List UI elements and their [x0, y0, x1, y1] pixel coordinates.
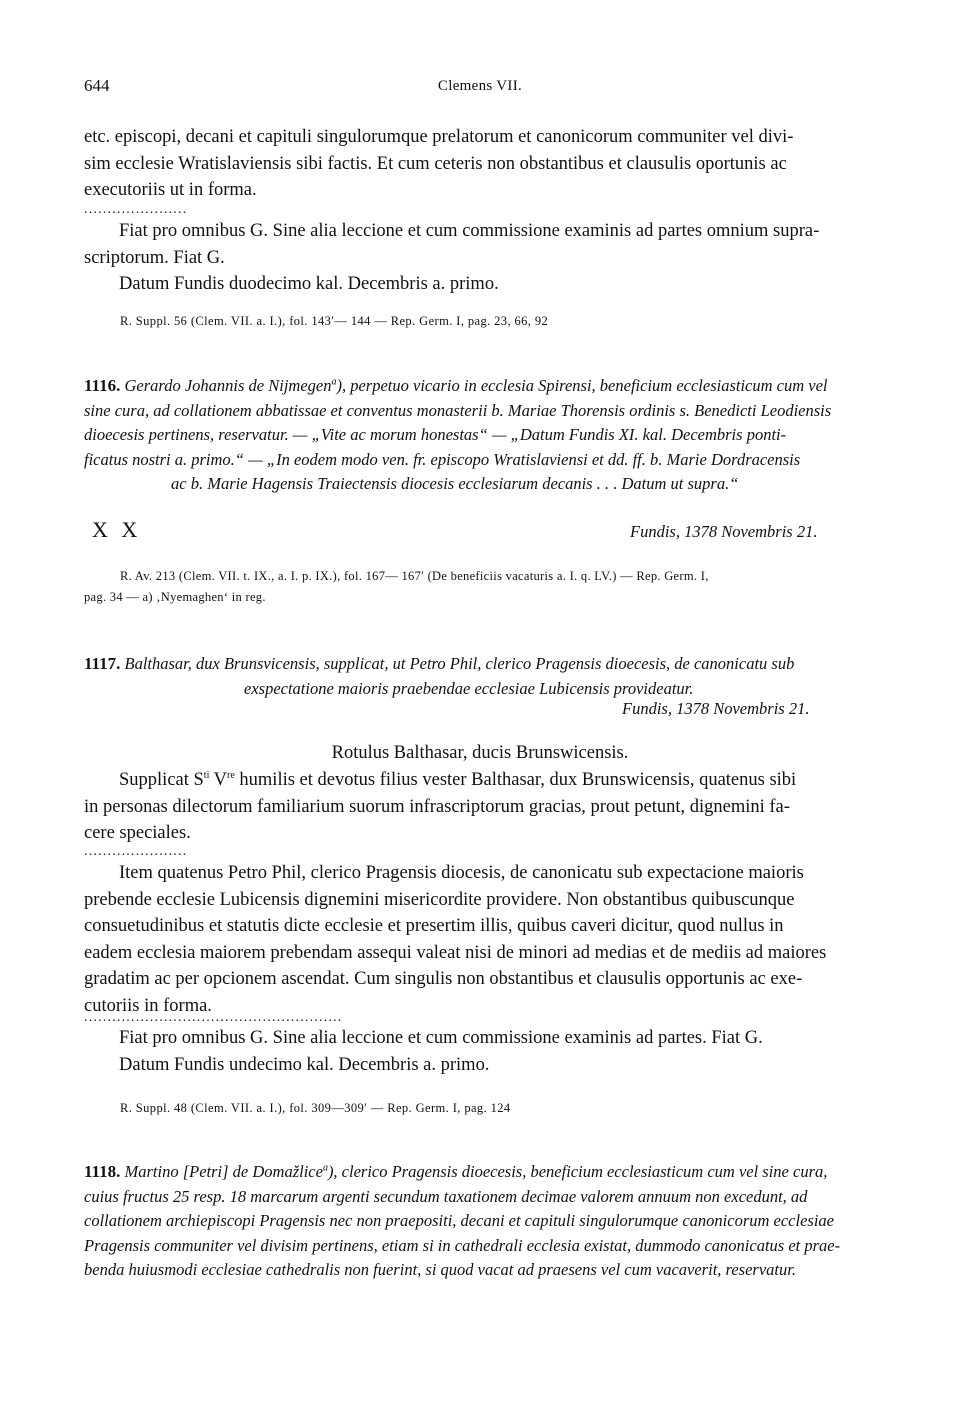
entry-line: benda huiusmodi ecclesiae cathedralis non fuerint, si quod vacat ad praesens vel cum vacaverit, reservatur. — [84, 1260, 796, 1279]
text-line: Fiat pro omnibus G. Sine alia leccione et cum commissione examinis ad partes. Fiat G. — [119, 1028, 763, 1048]
rotulus-title: Rotulus Balthasar, ducis Brunswicensis. — [331, 743, 629, 763]
text-line — [84, 767, 870, 794]
entry-number: 1118. — [84, 1162, 121, 1181]
entry-line: exspectatione maioris praebendae ecclesiae Lubicensis provideatur. — [244, 678, 694, 698]
entry-text: ), clerico Pragensis dioecesis, beneficium ecclesiasticum cum vel sine cura, — [327, 1162, 828, 1181]
entry-line: Pragensis communiter vel divisim pertinens, etiam si in cathedrali ecclesia existat, dummodo canonicatus et prae- — [84, 1235, 841, 1255]
entry-text: Balthasar, dux Brunsvicensis, supplicat, ut Petro Phil, clerico Pragensis dioecesis, de canonicatu sub — [124, 654, 795, 673]
signature-mark: X X — [92, 517, 142, 542]
place-date: Fundis, 1378 Novembris 21. — [630, 522, 818, 541]
ellipsis-divider: ...................... — [84, 202, 188, 217]
entry-line — [84, 374, 870, 399]
entry-line: cuius fructus 25 resp. 18 marcarum argenti secundum taxationem decimae valorem annuum non excedunt, ad — [84, 1186, 808, 1206]
entry-line: dioecesis pertinens, reservatur. — „Vite ac morum honestas“ — „Datum Fundis XI. kal. Decembris ponti- — [84, 425, 787, 444]
supplication-paragraph — [84, 767, 870, 847]
fiat-paragraph — [84, 218, 870, 298]
entry-1117 — [84, 652, 870, 701]
text-line: Fiat pro omnibus G. Sine alia leccione et cum commissione examinis ad partes omnium supra- — [119, 221, 820, 241]
continuation-paragraph — [84, 124, 870, 204]
reference-line: R. Av. 213 (Clem. VII. t. IX., a. I. p. IX.), fol. 167— 167′ (De beneficiis vacaturis a. I. q. LV.) — Rep. Germ. I, — [120, 569, 709, 583]
reference-line: pag. 34 — a) ‚Nyemaghen‘ in reg. — [84, 590, 266, 604]
footnote-marker: a — [322, 1162, 328, 1174]
entry-number: 1116. — [84, 376, 121, 395]
entry-line: ficatus nostri a. primo.“ — „In eodem modo ven. fr. episcopo Wratislaviensi et dd. ff. b. Marie Dordracensis — [84, 449, 801, 469]
text-line: eadem ecclesia maiorem prebendam assequi valeat nisi de minori ad medias et de mediis ad maiores — [84, 942, 827, 963]
text-line: scriptorum. Fiat G. — [84, 247, 225, 268]
text-line: etc. episcopi, decani et capituli singulorumque prelatorum et canonicorum communiter vel divi- — [84, 127, 794, 147]
entry-number: 1117. — [84, 654, 121, 673]
entry-line: collationem archiepiscopi Pragensis nec non praepositi, decani et capituli singulorumque canonicorum ecclesiae — [84, 1211, 834, 1230]
text-line: executoriis ut in forma. — [84, 180, 257, 200]
entry-line: ac b. Marie Hagensis Traiectensis diocesis ecclesiarum decanis . . . Datum ut supra.“ — [171, 474, 739, 493]
entry-text: ), perpetuo vicario in ecclesia Spirensi, beneficium ecclesiasticum cum vel — [336, 376, 828, 395]
text-segment: Supplicat S — [119, 770, 204, 790]
footnote-marker: a — [331, 376, 337, 388]
fiat-paragraph — [84, 1025, 870, 1078]
text-line: cutoriis in forma. — [84, 995, 212, 1016]
page-header — [0, 72, 960, 102]
entry-text: Gerardo Johannis de Nijmegen — [124, 376, 332, 395]
entry-1116 — [84, 374, 870, 497]
item-paragraph — [84, 860, 870, 1019]
text-line: Item quatenus Petro Phil, clerico Pragensis diocesis, de canonicatu sub expectacione maioris — [119, 863, 804, 883]
text-line: sim ecclesie Wratislaviensis sibi factis. Et cum ceteris non obstantibus et clausulis oportunis ac — [84, 153, 787, 174]
entry-text: Martino [Petri] de Domažlice — [124, 1162, 323, 1181]
text-line: consuetudinibus et statutis dicte ecclesie et presertim illis, quibus caveri dicitur, quod nullus in — [84, 916, 784, 936]
entry-line — [84, 1160, 870, 1185]
entry-line: sine cura, ad collationem abbatissae et conventus monasterii b. Mariae Thorensis ordinis s. Benedicti Leodiensis — [84, 400, 832, 420]
text-segment: V — [209, 770, 228, 790]
ellipsis-divider: ....................................................... — [84, 1010, 343, 1025]
text-line: gradatim ac per opcionem ascendat. Cum singulis non obstantibus et clausulis opportunis ac exe- — [84, 969, 803, 989]
text-line: Datum Fundis duodecimo kal. Decembris a. primo. — [119, 274, 499, 294]
superscript: re — [227, 769, 235, 781]
reference-line: R. Suppl. 48 (Clem. VII. a. I.), fol. 309—309′ — Rep. Germ. I, pag. 124 — [120, 1101, 511, 1115]
text-line: in personas dilectorum familiarium suorum infrascriptorum gracias, prout petunt, dignemini fa- — [84, 796, 790, 817]
text-line: cere speciales. — [84, 823, 191, 843]
place-date: Fundis, 1378 Novembris 21. — [622, 699, 810, 718]
entry-1118 — [84, 1160, 870, 1283]
running-title: Clemens VII. — [437, 78, 523, 94]
reference-line: R. Suppl. 56 (Clem. VII. a. I.), fol. 143′— 144 — Rep. Germ. I, pag. 23, 66, 92 — [120, 314, 549, 328]
page-number: 644 — [84, 76, 110, 95]
reference-block — [84, 566, 870, 608]
entry-line — [84, 652, 870, 677]
text-line: Datum Fundis undecimo kal. Decembris a. primo. — [119, 1054, 490, 1075]
text-segment: humilis et devotus filius vester Balthasar, dux Brunswicensis, quatenus sibi — [234, 770, 797, 790]
ellipsis-divider: ...................... — [84, 844, 188, 859]
superscript: ti — [203, 769, 210, 781]
text-line: prebende ecclesie Lubicensis dignemini misericordite providere. Non obstantibus quibuscunque — [84, 889, 795, 910]
